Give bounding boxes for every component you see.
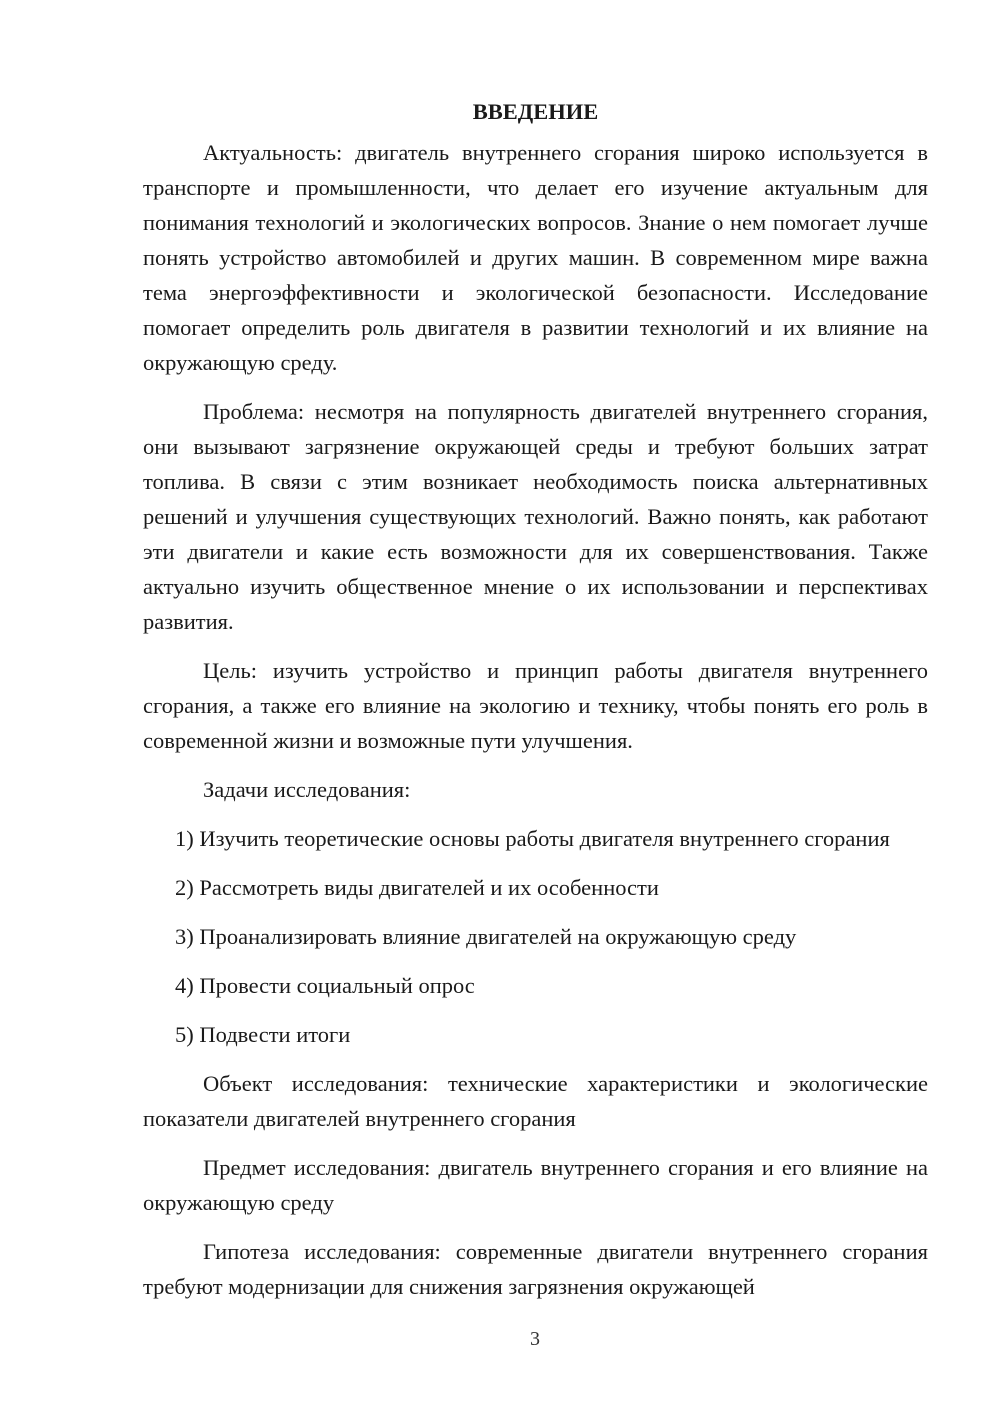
problem-paragraph: Проблема: несмотря на популярность двигателей внутреннего сгорания, они вызывают загрязнение окружающей среды и требуют больших затрат топлива. В связи с этим возникает необходимость поиска альтернативных решений и улучшения существующих технологий. Важно понять, как работают эти двигатели и какие есть возможности для их совершенствования. Также актуально изучить общественное мнение о их использовании и перспективах развития. [143,399,928,634]
page-content [143,94,928,1318]
tasks-title: Задачи исследования: [203,777,411,802]
task-item: 4) Провести социальный опрос [175,973,475,998]
hypothesis-paragraph: Гипотеза исследования: современные двигатели внутреннего сгорания требуют модернизации для снижения загрязнения окружающей [143,1239,928,1299]
task-item: 3) Проанализировать влияние двигателей на окружающую среду [175,924,797,949]
relevance-paragraph: Актуальность: двигатель внутреннего сгорания широко используется в транспорте и промышленности, что делает его изучение актуальным для понимания технологий и экологических вопросов. Знание о нем помогает лучше понять устройство автомобилей и других машин. В современном мире важна тема энергоэффективности и экологической безопасности. Исследование помогает определить роль двигателя в развитии технологий и их влияние на окружающую среду. [143,140,928,375]
section-heading: ВВЕДЕНИЕ [472,99,599,124]
task-item: 1) Изучить теоретические основы работы двигателя внутреннего сгорания [175,826,890,851]
object-paragraph: Объект исследования: технические характеристики и экологические показатели двигателей внутреннего сгорания [143,1071,928,1131]
goal-paragraph: Цель: изучить устройство и принцип работы двигателя внутреннего сгорания, а также его влияние на экологию и технику, чтобы понять его роль в современной жизни и возможные пути улучшения. [143,658,928,753]
page-number: 3 [530,1328,540,1350]
subject-paragraph: Предмет исследования: двигатель внутреннего сгорания и его влияние на окружающую среду [143,1155,928,1215]
task-item: 2) Рассмотреть виды двигателей и их особенности [175,875,659,900]
task-item: 5) Подвести итоги [175,1022,351,1047]
